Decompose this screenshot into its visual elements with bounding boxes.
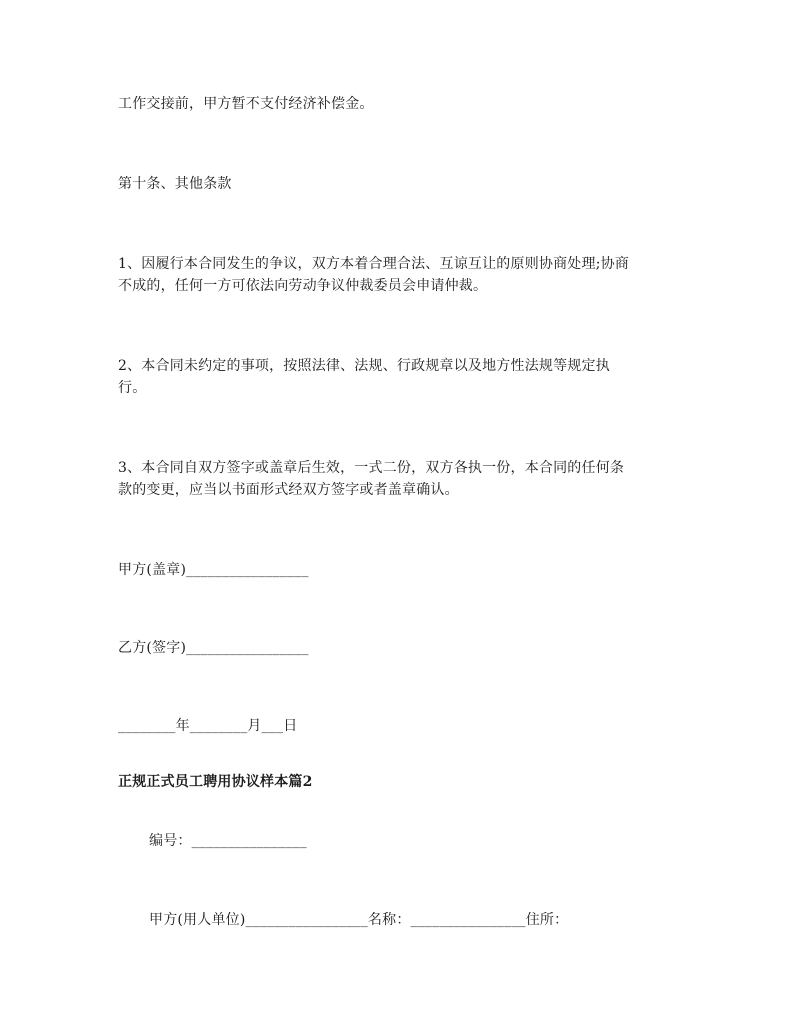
serial-number-line: 编号：________________ bbox=[149, 833, 307, 849]
clause-3-line-2: 款的变更，应当以书面形式经双方签字或者盖章确认。 bbox=[118, 482, 459, 498]
clause-1-line-2: 不成的，任何一方可依法向劳动争议仲裁委员会申请仲裁。 bbox=[118, 278, 488, 294]
article-10-title: 第十条、其他条款 bbox=[118, 176, 232, 192]
employer-info-line: 甲方(用人单位)_________________名称：________________住所： bbox=[149, 912, 569, 928]
section-2-title: 正规正式员工聘用协议样本篇2 bbox=[118, 774, 313, 790]
date-line: ________年________月___日 bbox=[118, 718, 298, 734]
clause-1-line-1: 1、因履行本合同发生的争议，双方本着合理合法、互谅互让的原则协商处理;协商 bbox=[118, 256, 630, 272]
paragraph-compensation: 工作交接前，甲方暂不支付经济补偿金。 bbox=[118, 96, 374, 112]
clause-2-line-1: 2、本合同未约定的事项，按照法律、法规、行政规章以及地方性法规等规定执 bbox=[118, 358, 610, 374]
clause-2-line-2: 行。 bbox=[118, 380, 147, 396]
party-a-signature: 甲方(盖章)_________________ bbox=[118, 562, 309, 578]
clause-3-line-1: 3、本合同自双方签字或盖章后生效，一式二份，双方各执一份，本合同的任何条 bbox=[118, 460, 625, 476]
party-b-signature: 乙方(签字)_________________ bbox=[118, 640, 309, 656]
